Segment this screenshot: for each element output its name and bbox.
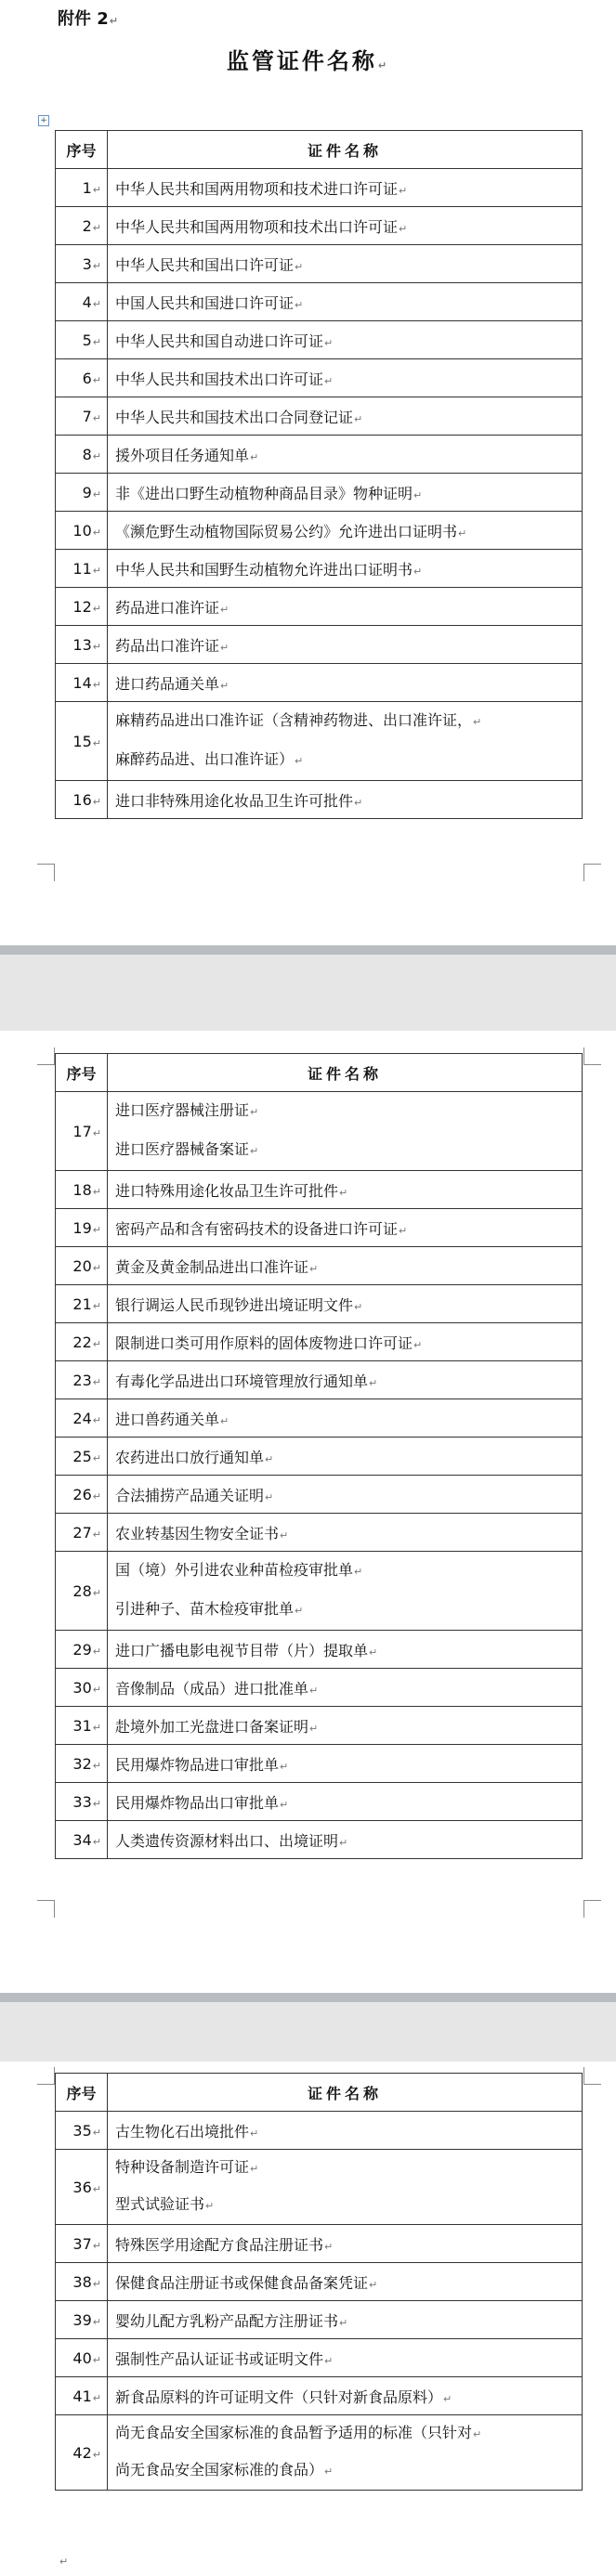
permit-name-line: 婴幼儿配方乳粉产品配方注册证书 ↵ [115, 2309, 574, 2331]
attachment-label: 附件 2 ↵ [58, 6, 118, 30]
permit-name-line: 民用爆炸物品出口审批单 ↵ [115, 1791, 574, 1813]
permit-name-line: 进口医疗器械备案证 ↵ [115, 1131, 574, 1170]
row-number: 31 ↵ [56, 1707, 108, 1745]
table-row [56, 207, 583, 245]
row-number: 33 ↵ [56, 1783, 108, 1821]
permit-name [108, 1476, 583, 1514]
table-row [56, 1745, 583, 1783]
table-row [56, 321, 583, 359]
table-row [56, 2112, 583, 2150]
table-row [56, 1707, 583, 1745]
table-row [56, 2150, 583, 2225]
table-row [56, 588, 583, 626]
row-number: 27 ↵ [56, 1514, 108, 1552]
permit-name-line: 民用爆炸物品进口审批单 ↵ [115, 1753, 574, 1775]
row-number: 3 ↵ [56, 245, 108, 283]
permit-name-line: 密码产品和含有密码技术的设备进口许可证 ↵ [115, 1217, 574, 1239]
permit-name [108, 283, 583, 321]
row-number: 18 ↵ [56, 1171, 108, 1209]
row-number: 41 ↵ [56, 2377, 108, 2415]
permit-name-line: 黄金及黄金制品进出口准许证 ↵ [115, 1255, 574, 1277]
permit-name-line: 药品出口准许证 ↵ [115, 634, 574, 656]
page-title: 监管证件名称 ↵ [0, 43, 616, 75]
crop-mark-bottom-left [37, 864, 55, 881]
row-number: 42 ↵ [56, 2415, 108, 2491]
row-number: 38 ↵ [56, 2263, 108, 2301]
table-row [56, 2263, 583, 2301]
permit-name [108, 321, 583, 359]
permit-name [108, 436, 583, 474]
permit-name-line: 型式试验证书 ↵ [115, 2187, 574, 2224]
page-gap [0, 1993, 616, 2062]
row-number: 17 ↵ [56, 1092, 108, 1171]
table-row [56, 1399, 583, 1438]
permit-name [108, 245, 583, 283]
permit-name [108, 664, 583, 702]
permit-name [108, 2112, 583, 2150]
permit-name-line: 中华人民共和国野生动植物允许进出口证明书 ↵ [115, 558, 574, 579]
permit-name [108, 1783, 583, 1821]
permit-name-line: 国（境）外引进农业种苗检疫审批单 ↵ [115, 1552, 574, 1591]
permit-name-line: 中华人民共和国技术出口合同登记证 ↵ [115, 406, 574, 427]
table-row [56, 1092, 583, 1171]
table-row [56, 1552, 583, 1631]
table-row [56, 2225, 583, 2263]
row-number: 23 ↵ [56, 1361, 108, 1399]
table-row [56, 702, 583, 781]
page-gap [0, 945, 616, 1031]
crop-mark-top-left [37, 1047, 55, 1065]
table-row [56, 359, 583, 397]
header-name: 证件名称 [108, 131, 583, 169]
table-header-row [56, 2074, 583, 2112]
table-header-row [56, 131, 583, 169]
permit-name [108, 1323, 583, 1361]
permit-name-line: 中华人民共和国技术出口许可证 ↵ [115, 368, 574, 389]
permit-name-line: 中华人民共和国两用物项和技术进口许可证 ↵ [115, 177, 574, 199]
permit-name [108, 2415, 583, 2491]
permit-name [108, 588, 583, 626]
permit-name-line: 新食品原料的许可证明文件（只针对新食品原料） ↵ [115, 2386, 574, 2407]
table-row [56, 626, 583, 664]
permit-name [108, 1821, 583, 1859]
header-no: 序号 [56, 2074, 108, 2112]
permit-name-line: 合法捕捞产品通关证明 ↵ [115, 1484, 574, 1505]
permit-name-line: 中国人民共和国进口许可证 ↵ [115, 292, 574, 313]
row-number: 19 ↵ [56, 1209, 108, 1247]
table-row [56, 1783, 583, 1821]
permit-name-line: 人类遗传资源材料出口、出境证明 ↵ [115, 1829, 574, 1851]
permit-name [108, 512, 583, 550]
permit-name-line: 保健食品注册证书或保健食品备案凭证 ↵ [115, 2271, 574, 2293]
table-move-handle-icon[interactable]: + [38, 115, 49, 126]
permit-name-line: 麻醉药品进、出口准许证） ↵ [115, 741, 574, 780]
permit-name-line: 赴境外加工光盘进口备案证明 ↵ [115, 1715, 574, 1737]
permit-name [108, 2225, 583, 2263]
row-number: 6 ↵ [56, 359, 108, 397]
row-number: 14 ↵ [56, 664, 108, 702]
row-number: 22 ↵ [56, 1323, 108, 1361]
permit-name [108, 1171, 583, 1209]
row-number: 2 ↵ [56, 207, 108, 245]
permit-name-line: 进口非特殊用途化妆品卫生许可批件 ↵ [115, 789, 574, 811]
row-number: 7 ↵ [56, 397, 108, 436]
permit-name-line: 引进种子、苗木检疫审批单 ↵ [115, 1591, 574, 1630]
permit-name-line: 中华人民共和国自动进口许可证 ↵ [115, 330, 574, 351]
page-3 [0, 2062, 616, 2576]
permit-name [108, 781, 583, 819]
row-number: 9 ↵ [56, 474, 108, 512]
table-row [56, 1247, 583, 1285]
row-number: 26 ↵ [56, 1476, 108, 1514]
header-name: 证件名称 [108, 2074, 583, 2112]
permit-name-line: 进口广播电影电视节目带（片）提取单 ↵ [115, 1639, 574, 1660]
table-body [56, 2112, 583, 2491]
permit-name-line: 《濒危野生动植物国际贸易公约》允许进出口证明书 ↵ [115, 520, 574, 541]
permits-table-3 [55, 2073, 583, 2491]
crop-mark-top-right [583, 2067, 601, 2085]
table-row [56, 2339, 583, 2377]
permit-name [108, 702, 583, 781]
table-row [56, 2301, 583, 2339]
permit-name [108, 2150, 583, 2225]
row-number: 29 ↵ [56, 1631, 108, 1669]
permit-name-line: 有毒化学品进出口环境管理放行通知单 ↵ [115, 1370, 574, 1391]
header-no: 序号 [56, 131, 108, 169]
row-number: 35 ↵ [56, 2112, 108, 2150]
table-header-row [56, 1054, 583, 1092]
crop-mark-bottom-left [37, 1900, 55, 1918]
permit-name-line: 特殊医学用途配方食品注册证书 ↵ [115, 2233, 574, 2255]
row-number: 40 ↵ [56, 2339, 108, 2377]
table-row [56, 1476, 583, 1514]
permit-name [108, 1669, 583, 1707]
row-number: 10 ↵ [56, 512, 108, 550]
row-number: 32 ↵ [56, 1745, 108, 1783]
table-row [56, 1631, 583, 1669]
table-row [56, 664, 583, 702]
permit-name [108, 1399, 583, 1438]
permit-name-line: 音像制品（成品）进口批准单 ↵ [115, 1677, 574, 1698]
row-number: 24 ↵ [56, 1399, 108, 1438]
row-number: 30 ↵ [56, 1669, 108, 1707]
permit-name [108, 550, 583, 588]
table-row [56, 1285, 583, 1323]
table-row [56, 1514, 583, 1552]
permit-name-line: 古生物化石出境批件 ↵ [115, 2120, 574, 2141]
row-number: 15 ↵ [56, 702, 108, 781]
permit-name [108, 2263, 583, 2301]
permit-name [108, 207, 583, 245]
permit-name-line: 强制性产品认证证书或证明文件 ↵ [115, 2348, 574, 2369]
table-row [56, 245, 583, 283]
row-number: 20 ↵ [56, 1247, 108, 1285]
permit-name-line: 进口医疗器械注册证 ↵ [115, 1092, 574, 1131]
table-row [56, 2377, 583, 2415]
permit-name [108, 1285, 583, 1323]
permit-name [108, 1247, 583, 1285]
row-number: 34 ↵ [56, 1821, 108, 1859]
table-body [56, 169, 583, 819]
row-number: 11 ↵ [56, 550, 108, 588]
permit-name-line: 尚无食品安全国家标准的食品） ↵ [115, 2452, 574, 2490]
permit-name [108, 359, 583, 397]
permit-name [108, 1361, 583, 1399]
paragraph-mark: ↵ [59, 2556, 69, 2568]
permit-name-line: 中华人民共和国两用物项和技术出口许可证 ↵ [115, 215, 574, 237]
permit-name-line: 特种设备制造许可证 ↵ [115, 2150, 574, 2187]
permit-name-line: 农业转基因生物安全证书 ↵ [115, 1522, 574, 1543]
row-number: 39 ↵ [56, 2301, 108, 2339]
crop-mark-bottom-right [583, 1900, 601, 1918]
permit-name [108, 1552, 583, 1631]
table-row [56, 436, 583, 474]
permit-name [108, 474, 583, 512]
permit-name [108, 2377, 583, 2415]
permit-name [108, 1438, 583, 1476]
permit-name [108, 626, 583, 664]
permits-table-2 [55, 1053, 583, 1859]
table-row [56, 2415, 583, 2491]
table-row [56, 550, 583, 588]
row-number: 16 ↵ [56, 781, 108, 819]
permit-name-line: 非《进出口野生动植物种商品目录》物种证明 ↵ [115, 482, 574, 503]
permit-name-line: 进口兽药通关单 ↵ [115, 1408, 574, 1429]
row-number: 1 ↵ [56, 169, 108, 207]
row-number: 4 ↵ [56, 283, 108, 321]
table-row [56, 1171, 583, 1209]
permit-name-line: 尚无食品安全国家标准的食品暂予适用的标准（只针对 ↵ [115, 2415, 574, 2452]
table-row [56, 1821, 583, 1859]
table-body [56, 1092, 583, 1859]
crop-mark-bottom-right [583, 864, 601, 881]
table-row [56, 1669, 583, 1707]
row-number: 5 ↵ [56, 321, 108, 359]
header-name: 证件名称 [108, 1054, 583, 1092]
permit-name [108, 1631, 583, 1669]
row-number: 37 ↵ [56, 2225, 108, 2263]
permit-name-line: 银行调运人民币现钞进出境证明文件 ↵ [115, 1294, 574, 1315]
permit-name-line: 进口药品通关单 ↵ [115, 672, 574, 694]
permit-name-line: 进口特殊用途化妆品卫生许可批件 ↵ [115, 1179, 574, 1201]
row-number: 28 ↵ [56, 1552, 108, 1631]
permit-name-line: 援外项目任务通知单 ↵ [115, 444, 574, 465]
permit-name [108, 1209, 583, 1247]
table-row [56, 1438, 583, 1476]
permits-table-1 [55, 130, 583, 819]
table-row [56, 1323, 583, 1361]
row-number: 21 ↵ [56, 1285, 108, 1323]
permit-name [108, 2301, 583, 2339]
permit-name-line: 中华人民共和国出口许可证 ↵ [115, 254, 574, 275]
table-row [56, 1361, 583, 1399]
permit-name [108, 397, 583, 436]
table-row [56, 474, 583, 512]
permit-name [108, 1514, 583, 1552]
row-number: 8 ↵ [56, 436, 108, 474]
page-1 [0, 0, 616, 945]
row-number: 13 ↵ [56, 626, 108, 664]
table-row [56, 397, 583, 436]
crop-mark-top-right [583, 1047, 601, 1065]
table-row [56, 781, 583, 819]
table-row [56, 283, 583, 321]
page-2 [0, 1031, 616, 1993]
crop-mark-top-left [37, 2067, 55, 2085]
permit-name [108, 1092, 583, 1171]
permit-name-line: 农药进出口放行通知单 ↵ [115, 1446, 574, 1467]
row-number: 36 ↵ [56, 2150, 108, 2225]
row-number: 25 ↵ [56, 1438, 108, 1476]
permit-name [108, 169, 583, 207]
table-row [56, 169, 583, 207]
table-row [56, 1209, 583, 1247]
header-no: 序号 [56, 1054, 108, 1092]
row-number: 12 ↵ [56, 588, 108, 626]
permit-name [108, 1707, 583, 1745]
permit-name-line: 药品进口准许证 ↵ [115, 596, 574, 618]
permit-name [108, 1745, 583, 1783]
permit-name-line: 麻精药品进出口准许证（含精神药物进、出口准许证， ↵ [115, 702, 574, 741]
permit-name [108, 2339, 583, 2377]
permit-name-line: 限制进口类可用作原料的固体废物进口许可证 ↵ [115, 1332, 574, 1353]
table-row [56, 512, 583, 550]
